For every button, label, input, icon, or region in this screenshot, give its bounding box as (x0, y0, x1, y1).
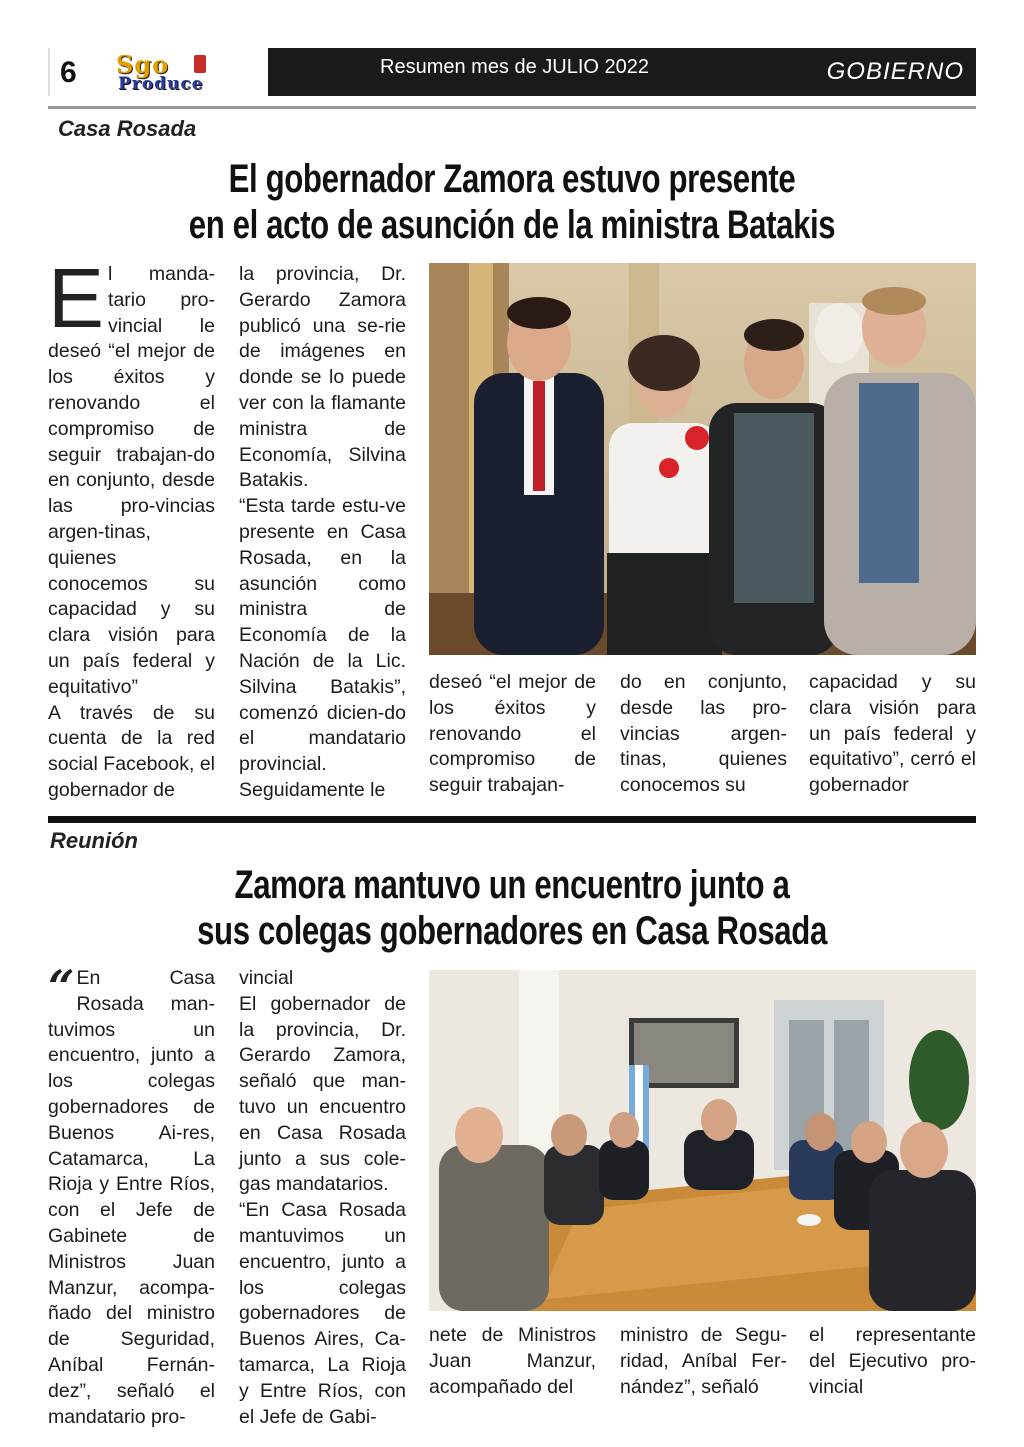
article2-column-1 (48, 960, 215, 1430)
article1-col3-text: deseó “el mejor de los éxitos y renovando el compromiso de seguir trabajan- (429, 671, 596, 797)
article1-headline-line2: en el acto de asunción de la ministra Batakis (188, 203, 836, 247)
article-divider (48, 816, 976, 823)
article2-column-4 (620, 1323, 787, 1400)
section-name: GOBIERNO (826, 58, 964, 85)
article1-col2-paragraph2: “Esta tarde estu-ve presente en Casa Rosada, en la asunción como ministra de Economía de la Nación de la Lic. Silvina Batakis”, comenzó dicien-do el mandatario provincial. (239, 495, 406, 776)
header-bar (268, 48, 976, 96)
article1-col1-text: l manda-tario pro-vincial le deseó “el mejor de los éxitos y renovando el compromiso de seguir trabajan-do en conjunto, desde las pro-vincias argen-tinas, quienes conocemos su capacidad y su clara visión para un país federal y equitativo” (48, 263, 215, 698)
sgo-produce-logo (110, 50, 260, 96)
article1-col4-text: do en conjunto, desde las pro-vincias argen-tinas, quienes conocemos su (620, 671, 787, 797)
article2-col1-text: En Casa Rosada man-tuvimos un encuentro, junto a los colegas gobernadores de Buenos Ai-res, Catamarca, La Rioja y Entre Ríos, con el Jefe de Gabinete de Ministros Juan Manzur, acompa-ñado del ministro de Seguridad, Aníbal Fernán-dez”, señaló el mandatario pro- (48, 967, 215, 1428)
logo-text-top: Sgo (116, 50, 170, 79)
logo-text-bottom: Produce (118, 74, 204, 94)
article1-column-2 (239, 262, 406, 804)
article2-col3-text: nete de Ministros Juan Manzur, acompañado del (429, 1324, 596, 1398)
article1-column-1 (48, 251, 215, 804)
article2-photo (429, 970, 976, 1311)
article2-col5-text: el representante del Ejecutivo pro-vincial (809, 1324, 976, 1398)
article1-column-3 (429, 670, 596, 799)
article2-col2-text: vincial (239, 967, 294, 989)
drop-cap: E (48, 251, 105, 345)
article2-headline (150, 862, 874, 954)
article2-column-3 (429, 1323, 596, 1400)
logo-mark-icon (194, 55, 206, 73)
article1-headline (150, 156, 874, 248)
opening-quote-mark: “ (48, 960, 75, 1014)
article2-headline-line1: Zamora mantuvo un encuentro junto a (234, 863, 790, 907)
article2-col2-paragraph2: El gobernador de la provincia, Dr. Gerardo Zamora, señaló que man-tuvo un encuentro en Casa Rosada junto a sus cole-gas mandatarios. (239, 992, 406, 1196)
article1-col1-paragraph2: A través de su cuenta de la red social Facebook, el gobernador de (48, 701, 215, 801)
article1-col2-text: la provincia, Dr. Gerardo Zamora publicó una se-rie de imágenes en donde se lo puede ver con la flamante ministra de Economía, Silvina Batakis. (239, 263, 406, 492)
governors-meeting-photo (429, 970, 976, 1311)
article1-col2-paragraph3: Seguidamente le (239, 778, 386, 801)
article2-headline-line2: sus colegas gobernadores en Casa Rosada (197, 909, 827, 953)
issue-month: Resumen mes de JULIO 2022 (380, 56, 650, 78)
article2-col2-paragraph3: “En Casa Rosada mantuvimos un encuentro, junto a los colegas gobernadores de Buenos Aires, Ca-tamarca, La Rioja y Entre Ríos, con el Jefe de Gabi- (239, 1199, 406, 1428)
article1-headline-line1: El gobernador Zamora estuvo presente (228, 157, 796, 201)
article1-col5-text: capacidad y su clara visión para un país federal y equitativo”, cerró el gobernador (809, 671, 976, 797)
header-rule (48, 106, 976, 109)
article1-section-label: Casa Rosada (58, 116, 197, 141)
page-number: 6 (60, 56, 77, 89)
page-header (48, 46, 976, 98)
page-number-box (48, 48, 96, 96)
article1-column-4 (620, 670, 787, 799)
officials-group-photo (429, 263, 976, 655)
article2-column-5 (809, 1323, 976, 1400)
article2-column-2 (239, 966, 406, 1430)
article2-section-label: Reunión (50, 828, 138, 853)
article1-photo (429, 263, 976, 655)
article2-col4-text: ministro de Segu-ridad, Aníbal Fer-nández”, señaló (620, 1324, 787, 1398)
article1-column-5 (809, 670, 976, 799)
